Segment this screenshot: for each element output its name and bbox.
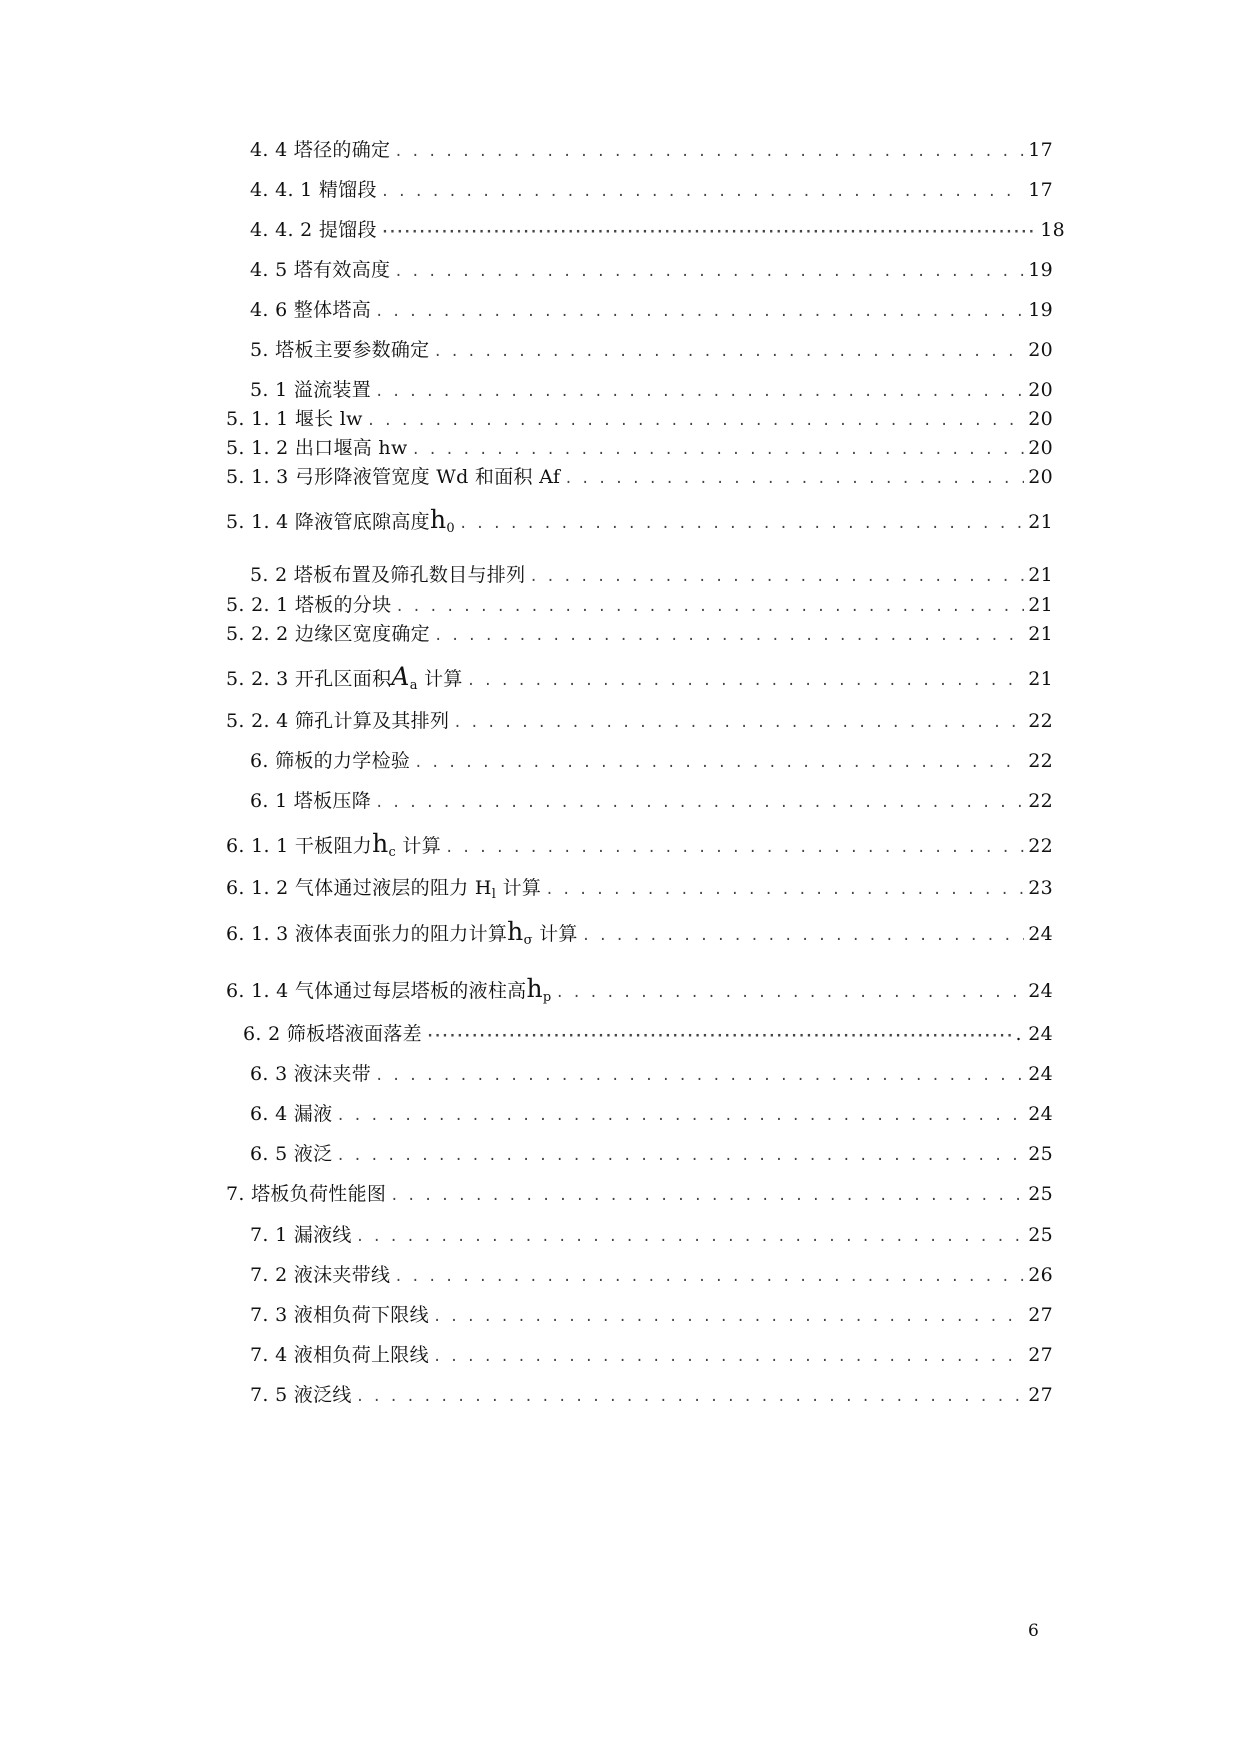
toc-entry-page: . 24 [1015,1023,1053,1045]
toc-entry-page: 22 [1028,835,1053,857]
toc-entry-label: 6. 1 塔板压降 [250,790,371,812]
math-subscript: l [491,887,497,902]
toc-entry-label-text: 5. 2. 3 开孔区面积 [226,668,392,690]
toc-entry-label: 7. 3 液相负荷下限线 [250,1304,429,1326]
toc-entry-label: 5. 2. 1 塔板的分块 [226,594,392,616]
toc-entry [226,830,1053,867]
toc-entry-page: 25 [1028,1143,1053,1165]
toc-entry [250,336,1053,366]
toc-entry-page: 24 [1028,1063,1053,1085]
math-subscript: σ [523,933,533,948]
toc-entry [226,591,1053,621]
toc-entry [226,918,1053,955]
toc-leader [433,1303,1024,1331]
toc-leader [375,789,1024,817]
toc-entry-label: 5. 2. 4 筛孔计算及其排列 [226,710,450,732]
toc-entry-page: 24 [1028,923,1053,945]
toc-entry [226,975,1053,1012]
toc-leader [395,593,1024,621]
toc-leader [336,1142,1024,1170]
toc-leader [556,979,1025,1007]
toc-leader [467,667,1024,695]
toc-entry [226,434,1053,464]
toc-entry [250,1221,1053,1251]
toc-leader [390,1182,1024,1210]
toc-entry-page: 21 [1028,564,1053,586]
toc-entry-page: 22 [1028,750,1053,772]
toc-entry-page: 23 [1028,877,1053,899]
toc-entry-label: 5. 1 溢流装置 [250,379,371,401]
toc-entry-page: 20 [1028,339,1053,361]
toc-entry [250,1060,1053,1090]
toc-leader [381,218,1036,246]
toc-entry-label: 5. 1. 1 堰长 lw [226,408,363,430]
toc-entry [250,296,1053,326]
toc-entry [250,216,1065,246]
toc-leader [459,510,1024,538]
toc-entry [250,136,1053,166]
toc-leader [529,563,1024,591]
toc-leader [356,1223,1025,1251]
math-subscript: c [388,845,397,860]
toc-entry [250,1301,1053,1331]
toc-leader [414,749,1024,777]
toc-entry-label [226,663,463,700]
toc-entry-page: 21 [1028,623,1053,645]
toc-leader [381,178,1024,206]
toc-leader [394,138,1024,166]
toc-entry-page: 17 [1028,179,1053,201]
toc-leader [453,709,1024,737]
toc-entry-label-text: 6. 1. 3 液体表面张力的阻力计算 [226,923,508,945]
toc-entry [250,1140,1053,1170]
math-symbol: h [429,505,447,534]
toc-entry-page: 26 [1028,1264,1053,1286]
toc-leader [434,622,1024,650]
toc-entry-label-suffix: 计算 [496,877,542,899]
toc-leader [367,407,1024,435]
toc-entry-label-text: 5. 1. 4 降液管底隙高度 [226,511,430,533]
toc-entry-label: 7. 4 液相负荷上限线 [250,1344,429,1366]
toc-entry-label: 7. 1 漏液线 [250,1224,352,1246]
toc-entry-page: 27 [1028,1344,1053,1366]
toc-entry-label: 5. 2. 2 边缘区宽度确定 [226,623,430,645]
toc-entry-label: 5. 2 塔板布置及筛孔数目与排列 [250,564,526,586]
toc-entry-page: 22 [1028,710,1053,732]
toc-entry [226,1180,1053,1210]
toc-entry-label-suffix: 计算 [396,835,442,857]
toc-entry-page: 20 [1028,379,1053,401]
toc-entry-label [226,975,552,1012]
toc-entry-label: 4. 4. 1 精馏段 [250,179,377,201]
toc-entry [250,787,1053,817]
toc-entry-label: 4. 4 塔径的确定 [250,139,391,161]
toc-entry [226,405,1053,435]
toc-entry-label: 5. 1. 3 弓形降液管宽度 Wd 和面积 Af [226,466,561,488]
toc-entry-label: 6. 3 液沫夹带 [250,1063,371,1085]
toc-entry-label: 6. 2 筛板塔液面落差 [243,1023,422,1045]
toc-entry-page: 20 [1028,437,1053,459]
toc-entry-page: 27 [1028,1384,1053,1406]
toc-entry-label: 7. 5 液泛线 [250,1384,352,1406]
toc-leader [433,338,1024,366]
toc-entry [250,747,1053,777]
toc-leader [433,1343,1024,1371]
toc-entry-page: 25 [1028,1183,1053,1205]
page-number: 6 [1028,1621,1039,1641]
toc-entry-page: 20 [1028,408,1053,430]
toc-leader [564,465,1024,493]
toc-entry-label: 6. 筛板的力学检验 [250,750,411,772]
toc-leader [356,1383,1025,1411]
toc-entry-page: 21 [1028,511,1053,533]
toc-entry-page: 20 [1028,466,1053,488]
toc-entry-label [226,506,455,543]
toc-entry-label-text: 6. 1. 4 气体通过每层塔板的液柱高 [226,980,527,1002]
toc-leader [412,436,1025,464]
toc-entry [250,176,1053,206]
toc-entry-label: 7. 塔板负荷性能图 [226,1183,387,1205]
toc-entry [226,506,1053,543]
toc-entry-label [226,830,441,867]
toc-entry-label-suffix: 计算 [417,668,463,690]
toc-entry [250,1381,1053,1411]
toc-entry-page: 25 [1028,1224,1053,1246]
toc-entry [226,874,1053,909]
toc-entry-page: 18 [1040,219,1065,241]
toc-entry-page: 21 [1028,594,1053,616]
toc-entry-page: 22 [1028,790,1053,812]
toc-leader [375,298,1024,326]
toc-leader [375,1062,1024,1090]
toc-leader [336,1102,1024,1130]
toc-entry-label: 4. 6 整体塔高 [250,299,371,321]
toc-entry-label [226,874,541,909]
toc-leader [582,922,1025,950]
toc-entry [243,1020,1053,1050]
toc-entry-label: 4. 4. 2 提馏段 [250,219,377,241]
toc-entry [226,707,1053,737]
toc-leader [375,378,1024,406]
toc-entry-page: 19 [1028,259,1053,281]
toc-entry-label: 7. 2 液沫夹带线 [250,1264,391,1286]
toc-entry [250,1100,1053,1130]
toc-entry-page: 17 [1028,139,1053,161]
toc-entry [250,376,1053,406]
toc-entry-label: 4. 5 塔有效高度 [250,259,391,281]
math-symbol: h [526,974,543,1003]
toc-entry-page: 24 [1028,980,1053,1002]
math-symbol: h [507,917,524,946]
math-symbol: h [372,829,389,858]
math-subscript: a [409,678,418,693]
toc-entry-label-text: 6. 1. 2 气体通过液层的阻力 H [226,877,492,899]
toc-entry [250,1261,1053,1291]
toc-entry-label-suffix: 计算 [532,923,578,945]
math-subscript: p [542,990,552,1005]
toc-entry-label-text: 6. 1. 1 干板阻力 [226,835,373,857]
toc-entry-label: 6. 4 漏液 [250,1103,333,1125]
toc-entry [250,561,1053,591]
toc-entry-page: 27 [1028,1304,1053,1326]
toc-leader [394,1263,1024,1291]
toc-leader [394,258,1024,286]
toc-leader [445,834,1024,862]
toc-entry-label [226,918,578,955]
math-subscript: 0 [446,521,455,536]
toc-entry [250,1341,1053,1371]
toc-entry-label: 5. 塔板主要参数确定 [250,339,430,361]
toc-leader [545,876,1024,904]
toc-entry [226,663,1053,700]
toc-entry-page: 24 [1028,1103,1053,1125]
toc-entry-label: 6. 5 液泛 [250,1143,333,1165]
toc-entry [226,620,1053,650]
toc-leader [426,1022,1012,1050]
toc-entry-page: 19 [1028,299,1053,321]
toc-entry [226,463,1053,493]
toc-entry-label: 5. 1. 2 出口堰高 hw [226,437,408,459]
toc-entry-page: 21 [1028,668,1053,690]
math-symbol: A [391,662,410,691]
toc-entry [250,256,1053,286]
